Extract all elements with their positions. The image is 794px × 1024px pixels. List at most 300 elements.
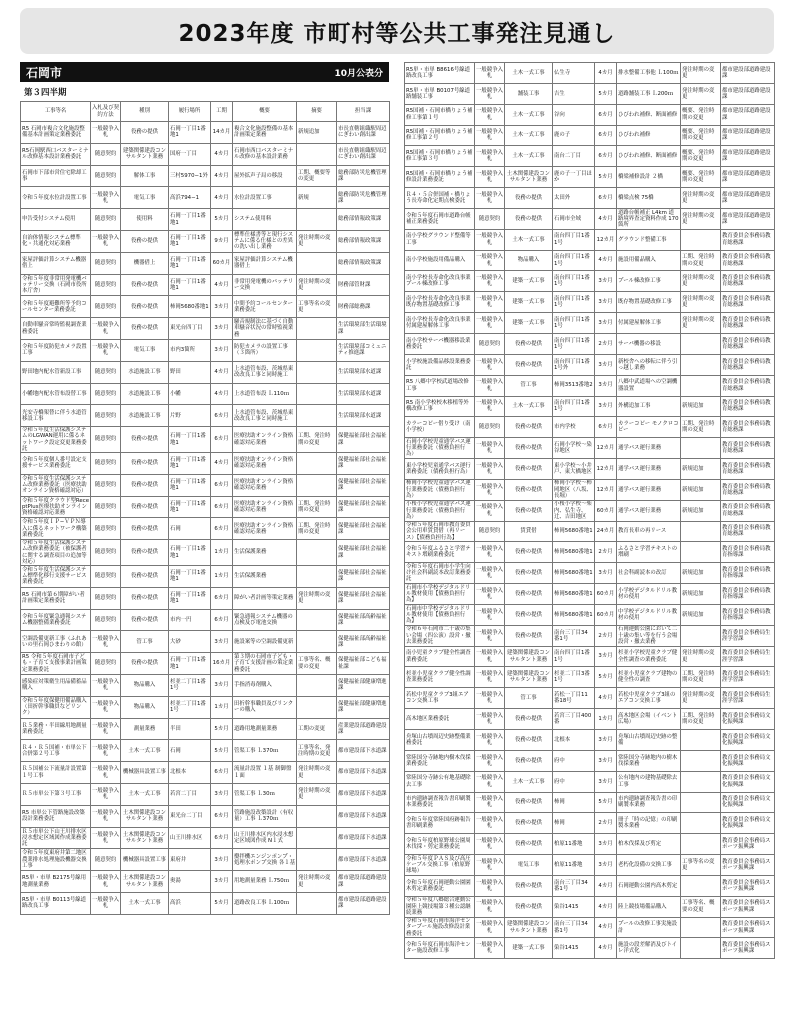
table-cell: 発注時期の変更 — [297, 230, 337, 252]
table-cell — [297, 474, 337, 496]
table-cell: 石岡一丁目1番地1 — [169, 540, 211, 566]
table-cell: 石岡小学校〜染谷地区 — [553, 438, 595, 459]
table-cell: 教育委員会事務局教育総務課 — [721, 292, 775, 313]
table-cell: 高木地区会場（イベント広場） — [617, 709, 681, 730]
table-cell: 南台四丁目1番1号 — [553, 333, 595, 354]
table-cell: 都市建設部道路建設課 — [337, 871, 390, 893]
table-cell: 測量業務 — [121, 718, 169, 740]
table-cell: 随意契約 — [91, 383, 121, 405]
table-row — [21, 122, 390, 144]
table-cell: 随意契約 — [91, 143, 121, 165]
table-cell: 石岡市西口バスターミナル改修の基本設計業務 — [233, 143, 297, 165]
table-cell — [681, 229, 721, 250]
table-cell: 土木一式工事 — [505, 63, 553, 84]
table-cell: 小桜小学校児童通学バス運行業務委託（債務負担行為） — [405, 500, 475, 521]
table-cell: 教育委員会事務局教育指導課 — [721, 604, 775, 625]
table-cell: 若松中児童クラブ3組エアコン交換工事 — [405, 688, 475, 709]
table-cell: 石岡一丁目1番地1 — [169, 587, 211, 609]
table-cell: 新規追加 — [681, 459, 721, 480]
table-cell: 教育委員会事務局スポーツ振興課 — [721, 938, 775, 959]
table-cell: 4カ月 — [595, 208, 617, 229]
table-cell: 教育委員会事務局教育総務課 — [721, 396, 775, 417]
header-cell: 工期 — [211, 102, 233, 122]
table-cell: 一般競争入札 — [91, 740, 121, 762]
table-cell: 騒音規制法に基づく自動車騒音状況の常時監視業務 — [233, 318, 297, 340]
table-cell: 発注時期の変更 — [681, 646, 721, 667]
table-cell: 3カ月 — [211, 783, 233, 805]
table-cell: 役務の提供 — [121, 452, 169, 474]
table-cell: 役務の提供 — [121, 518, 169, 540]
table-cell: 役務の提供 — [505, 875, 553, 896]
table-row — [405, 146, 775, 167]
table-cell: 役務の提供 — [505, 750, 553, 771]
table-cell — [681, 438, 721, 459]
table-cell: 3カ月 — [211, 318, 233, 340]
table-cell: 攪拌機エンジンポンプ・処理水ポンプ交換 各１基 — [233, 849, 297, 871]
table-cell: 教育委員会事務局教育指導課 — [721, 542, 775, 563]
table-row — [405, 250, 775, 271]
table-cell: 工期、発注時期の変更 — [297, 496, 337, 518]
table-cell: 一般競争入札 — [91, 631, 121, 653]
table-cell: 教育委員会事務局教育指導課 — [721, 563, 775, 584]
header-cell: 担当課 — [337, 102, 390, 122]
table-cell: 石岡一丁目1番地1 — [169, 252, 211, 274]
table-cell: 令和５年度保健用備品購入（田折幹事職員などリンク） — [21, 696, 91, 718]
table-cell: 外構追加工事 — [617, 396, 681, 417]
table-row — [21, 783, 390, 805]
table-cell: Ｒ５国補公下流量計設置第１号工事 — [21, 762, 91, 784]
table-cell: 上水道管布設、茨城県東改改良工事と同時施工 — [233, 405, 297, 427]
table-cell: 医療扶助オンライン資格確認対応業務 — [233, 452, 297, 474]
table-cell: 市長直轄組織駅周辺にぎわい創出課 — [337, 143, 390, 165]
table-cell: 3カ月 — [595, 771, 617, 792]
table-cell: 4カ月 — [595, 63, 617, 84]
table-cell: 府中 — [553, 750, 595, 771]
table-cell: 発注時期の変更 — [297, 587, 337, 609]
table-cell: 令和５年度石岡市海洋センタープール施設改修設計業務委託 — [405, 917, 475, 938]
table-cell: 都市建設部道路建設課 — [721, 63, 775, 84]
table-cell: 新規追加 — [681, 479, 721, 500]
table-row — [21, 474, 390, 496]
table-cell: 南小学校サーバ機器移設業務委託 — [405, 333, 475, 354]
table-cell: 総務部情報政策課 — [337, 209, 390, 231]
table-cell: 概要、発注時期の変更 — [681, 146, 721, 167]
table-cell: 一般競争入札 — [91, 674, 121, 696]
table-cell: 都市建設部道路建設課 — [721, 83, 775, 104]
table-row — [405, 104, 775, 125]
table-cell: 教育委員会事務局教育総務課 — [721, 229, 775, 250]
table-cell — [681, 834, 721, 855]
table-cell: 市内遺跡調査報告書印刷製本業務委託 — [405, 792, 475, 813]
table-cell: R5国補・石岡市橋りょう補修設計業務委託 — [405, 167, 475, 188]
table-cell: 4カ月 — [595, 896, 617, 917]
table-cell: 一般競争入札 — [475, 313, 505, 334]
table-cell: 発注時期の変更 — [681, 188, 721, 209]
table-cell: R5単・市単 B2175号線用地測量業務 — [21, 871, 91, 893]
table-cell: 6カ月 — [595, 146, 617, 167]
table-cell: 5カ月 — [595, 167, 617, 188]
table-row — [21, 696, 390, 718]
table-cell: 柿岡 — [553, 792, 595, 813]
table-cell: 柏原11番地 — [553, 855, 595, 876]
table-cell: 随意契約 — [91, 427, 121, 453]
table-cell: R5 石岡市第６期障がい者計画策定業務委託 — [21, 587, 91, 609]
table-cell: 工事等名の変更 — [681, 855, 721, 876]
table-cell: ひびわれ補修、断面補修 — [617, 146, 681, 167]
table-cell: 石岡市小学校デジタルドリル教材使用【債務負担行為】 — [405, 584, 475, 605]
table-cell: 役務の提供 — [121, 296, 169, 318]
table-cell: 随意契約 — [91, 587, 121, 609]
table-row — [405, 625, 775, 646]
table-cell: 随意契約 — [91, 452, 121, 474]
table-cell: 南台三丁目34番1号 — [553, 625, 595, 646]
table-cell: 都市建設部道路建設課 — [721, 125, 775, 146]
table-cell: 3カ月 — [211, 296, 233, 318]
table-cell: 管路施設改築設計（有収量）工事 Ｌ370ｍ — [233, 805, 297, 827]
table-cell: 感染症対策衛生用品備蓄品購入 — [21, 674, 91, 696]
table-cell: 役務の提供 — [505, 813, 553, 834]
table-cell: 新規追加 — [681, 563, 721, 584]
table-cell: 3カ月 — [211, 849, 233, 871]
table-row — [21, 165, 390, 187]
table-cell: 工事等名、発注時期の変更 — [297, 740, 337, 762]
table-cell: 野田 — [169, 361, 211, 383]
table-cell: 都市建設部下水道課 — [337, 783, 390, 805]
table-cell: 東光台二丁目 — [169, 805, 211, 827]
table-cell: 教育委員会事務局教育総務課 — [721, 521, 775, 542]
table-row — [21, 609, 390, 631]
table-cell: 教育委員会事務局教育総務課 — [721, 438, 775, 459]
table-cell: 2カ月 — [595, 813, 617, 834]
table-cell: 一般競争入札 — [475, 125, 505, 146]
table-cell: 一般競争入札 — [91, 696, 121, 718]
table-row — [21, 805, 390, 827]
table-cell: 随意契約 — [91, 405, 121, 427]
table-cell: R5国補・石岡市橋りょう補修工事第２号 — [405, 125, 475, 146]
table-cell: 常陸国分寺跡地内樹木伐採業務委託 — [405, 750, 475, 771]
table-cell: 南台四丁目1番1号外 — [553, 354, 595, 375]
table-row — [21, 274, 390, 296]
table-cell: 随意契約 — [91, 540, 121, 566]
table-cell: 6カ月 — [595, 104, 617, 125]
table-cell: 防犯カメラの設置工事（３箇所） — [233, 339, 297, 361]
table-cell: 南小学校長寿命化改良事業プール棟改修工事 — [405, 271, 475, 292]
table-cell — [681, 375, 721, 396]
table-row — [21, 827, 390, 849]
table-cell: 令和５年度個人番号設定支援サービス業務委託 — [21, 452, 91, 474]
table-cell: 家屋評価計算システム機器借上 — [233, 252, 297, 274]
table-cell: 管渠工事 Ｌ30ｍ — [233, 783, 297, 805]
table-cell: 4カ月 — [595, 250, 617, 271]
table-cell: 一般競争入札 — [475, 730, 505, 751]
table-cell — [297, 892, 337, 914]
table-cell: 教育委員会事務局文化振興課 — [721, 730, 775, 751]
table-cell: 小幡地内配水管布設替工事 — [21, 383, 91, 405]
table-cell: Ｒ４・Ｒ５国補・市単公下合併第２号工事 — [21, 740, 91, 762]
table-row — [405, 688, 775, 709]
table-cell: 一般競争入札 — [475, 625, 505, 646]
table-cell: 発注時期の変更 — [681, 313, 721, 334]
table-row — [21, 762, 390, 784]
table-cell: 4カ月 — [211, 274, 233, 296]
table-cell: 都市建設部道路建設課 — [721, 104, 775, 125]
table-row — [405, 313, 775, 334]
table-cell: 4カ月 — [595, 938, 617, 959]
left-table — [20, 101, 390, 915]
table-row — [405, 229, 775, 250]
table-cell: 東小学校〜小井戸、東大橋地区 — [553, 459, 595, 480]
table-cell: 石岡一丁目1番地1 — [169, 474, 211, 496]
table-cell: 石岡市全域 — [553, 208, 595, 229]
table-cell: 南小学校グラウンド整備等工事 — [405, 229, 475, 250]
table-cell: 鹿の子 — [553, 125, 595, 146]
table-cell: 発注時期の変更 — [297, 762, 337, 784]
table-row — [405, 479, 775, 500]
table-cell: 杉並小学校児童クラブ健全性調査の業務委託 — [617, 646, 681, 667]
table-cell: 随意契約 — [91, 496, 121, 518]
table-cell: 3カ月 — [595, 646, 617, 667]
table-cell: 土木一式工事 — [505, 104, 553, 125]
table-cell: 石岡一丁目1番地1 — [169, 427, 211, 453]
table-cell: サーバ機器の移設 — [617, 333, 681, 354]
table-row — [405, 813, 775, 834]
table-cell: 6カ月 — [211, 762, 233, 784]
table-cell: 土木関係建設コンサルタント業務 — [121, 871, 169, 893]
table-cell: 一般競争入札 — [475, 375, 505, 396]
table-cell: 土木関係建設コンサルタント業務 — [121, 827, 169, 849]
table-row — [21, 452, 390, 474]
table-cell: 2カ月 — [595, 625, 617, 646]
table-cell: 一般競争入札 — [475, 250, 505, 271]
table-cell: 12カ月 — [595, 438, 617, 459]
table-cell: 石岡 — [169, 518, 211, 540]
table-cell: 石岡小学校児童通学バス運行業務委託（債務負担行為） — [405, 438, 475, 459]
table-cell: 発注時期の変更 — [681, 292, 721, 313]
table-cell: 生活環境部水道課 — [337, 361, 390, 383]
table-cell: 柿岡小学校〜柿岡地区（八坂、長堀） — [553, 479, 595, 500]
table-cell: 標準仕様書等と現行システムに係る仕様との差異の洗い出し業務 — [233, 230, 297, 252]
table-cell: 令和５年度石岡市教育委員会公用車賃貸借（再リース）【債務負担行為】 — [405, 521, 475, 542]
table-cell: 小学校デジタルドリル教材の使用 — [617, 584, 681, 605]
table-cell: 都市建設部下水道課 — [337, 740, 390, 762]
table-cell: 一般競争入札 — [475, 584, 505, 605]
table-cell: 2カ月 — [595, 333, 617, 354]
table-cell: Ｒ５市単公下第３号工事 — [21, 783, 91, 805]
table-cell — [297, 405, 337, 427]
table-cell: 令和５年度八郷総合運動公園陸上競技場第３種公認継続業務 — [405, 896, 475, 917]
table-cell: 3カ月 — [595, 292, 617, 313]
table-cell: 石岡一丁目1番地1 — [169, 653, 211, 675]
table-row — [405, 834, 775, 855]
table-cell: 柿岡5680番地1 — [553, 542, 595, 563]
table-row — [405, 667, 775, 688]
table-cell: 教育委員会事務局スポーツ振興課 — [721, 917, 775, 938]
table-cell: 発注時期の変更 — [681, 208, 721, 229]
table-cell: 一般競争入札 — [91, 187, 121, 209]
table-cell: 常陸国分寺跡公有地基礎除去工事 — [405, 771, 475, 792]
table-cell: 発注時期の変更 — [297, 274, 337, 296]
table-cell: 石岡一丁目1番地1 — [169, 496, 211, 518]
table-cell: 6カ月 — [595, 125, 617, 146]
table-cell: 施設の段差解消及びトイレ洋式化 — [617, 938, 681, 959]
table-cell: 随意契約 — [475, 333, 505, 354]
table-cell: 工期、発注時期の変更 — [297, 518, 337, 540]
table-cell: 令和５年度ふるさと学習テキスト増刷業務委託 — [405, 542, 475, 563]
table-cell: 4カ月 — [211, 383, 233, 405]
table-cell: 保健福祉部社会福祉課 — [337, 540, 390, 566]
table-cell: 南小学校長寿命化改良事業付属建屋解体工事 — [405, 313, 475, 334]
table-cell: プールの改修工事実施設計 — [617, 917, 681, 938]
header-cell: 概要 — [233, 102, 297, 122]
table-cell: 市内3箇所 — [169, 339, 211, 361]
table-cell: R5国補・石岡市橋りょう補修工事第３号 — [405, 146, 475, 167]
table-cell: 令和５年度ＰＡＳ及び高圧ケーブル交換工事（柏原野球場） — [405, 855, 475, 876]
table-cell: 中学校デジタルドリル教材の使用 — [617, 604, 681, 625]
table-cell — [681, 750, 721, 771]
table-cell — [297, 252, 337, 274]
table-cell: 杉並二丁目3番1号 — [553, 667, 595, 688]
table-cell: 物品購入 — [505, 250, 553, 271]
table-cell: 教育委員会事務局生涯学習課 — [721, 667, 775, 688]
table-cell: 石岡運動公園内高木剪定 — [617, 875, 681, 896]
table-cell: 令和５年度ＩＰ−ＶＰＮ導入に係るネットワーク構築業務委託 — [21, 518, 91, 540]
table-cell: 役務の提供 — [505, 188, 553, 209]
header-cell: 入札及び契約方法 — [91, 102, 121, 122]
table-cell — [681, 792, 721, 813]
table-cell: 4カ月 — [595, 875, 617, 896]
table-row — [21, 143, 390, 165]
table-cell: 教育委員会事務局文化振興課 — [721, 813, 775, 834]
table-cell: 通学バス運行業務 — [617, 438, 681, 459]
table-cell: 生活環境部生活環境課 — [337, 318, 390, 340]
table-cell: 生活環境部水道課 — [337, 383, 390, 405]
table-cell: 教育委員会事務局文化振興課 — [721, 792, 775, 813]
table-cell: 役務の提供 — [505, 354, 553, 375]
table-cell: 3カ月 — [211, 674, 233, 696]
table-cell: 一般競争入札 — [475, 875, 505, 896]
table-cell: 舗装工事 — [505, 83, 553, 104]
table-cell: 建築一式工事 — [505, 313, 553, 334]
table-cell: 老朽化設備の交換工事 — [617, 855, 681, 876]
table-cell — [681, 730, 721, 751]
table-cell: 随意契約 — [91, 518, 121, 540]
table-cell: 半田 — [169, 718, 211, 740]
table-cell: 役務の提供 — [121, 274, 169, 296]
page-title: 2023年度 市町村等公共工事発注見通し — [178, 20, 616, 47]
table-row — [21, 187, 390, 209]
table-cell: 一般競争入札 — [475, 646, 505, 667]
table-cell: R5単・市単 B8616号線道路改良工事 — [405, 63, 475, 84]
table-cell: 機器借上 — [121, 252, 169, 274]
table-row — [405, 917, 775, 938]
table-cell: 5カ月 — [211, 209, 233, 231]
table-row — [405, 938, 775, 959]
table-cell — [681, 771, 721, 792]
table-cell: 南台四丁目1番1号 — [553, 396, 595, 417]
table-cell: 都市建設部下水道課 — [337, 762, 390, 784]
table-cell: 令和５年度防犯カメラ設置工事 — [21, 339, 91, 361]
table-cell: 随意契約 — [91, 209, 121, 231]
table-cell: 柿岡5680番地1 — [553, 563, 595, 584]
table-cell: 教育委員会事務局生涯学習課 — [721, 688, 775, 709]
table-cell: 南小学校長寿命化改良事業既存物置基礎改修工事 — [405, 292, 475, 313]
table-cell: 保健福祉部社会福祉課 — [337, 587, 390, 609]
table-cell: 水道施設工事 — [121, 383, 169, 405]
table-row — [21, 405, 390, 427]
table-cell: 一般競争入札 — [475, 604, 505, 625]
table-cell: 橋梁点検 75橋 — [617, 188, 681, 209]
table-cell: 吉生 — [553, 83, 595, 104]
table-cell: 柿岡小学校児童通学バス運行業務委託（債務負担行為） — [405, 479, 475, 500]
table-cell: 一般競争入札 — [91, 122, 121, 144]
table-cell: 役務の提供 — [505, 542, 553, 563]
table-cell: 土木関係建設コンサルタント業務 — [505, 167, 553, 188]
table-cell: 水道施設工事 — [121, 361, 169, 383]
table-cell: 役務の提供 — [121, 565, 169, 587]
table-cell: 市内一円 — [169, 609, 211, 631]
table-cell: 教育委員会事務局教育総務課 — [721, 333, 775, 354]
table-cell: 14カ月 — [211, 122, 233, 144]
table-cell: 発注時期の変更 — [681, 688, 721, 709]
table-cell: 一般競争入札 — [475, 396, 505, 417]
table-cell: 申告受付システム使用 — [21, 209, 91, 231]
table-cell: 保健福祉部社会福祉課 — [337, 427, 390, 453]
table-cell: 新校舎への移転に伴う引っ越し業務 — [617, 354, 681, 375]
table-cell: 4カ月 — [211, 165, 233, 187]
table-cell: 役務の提供 — [505, 896, 553, 917]
table-cell: 管渠工事 Ｌ370ｍ — [233, 740, 297, 762]
table-cell: 用地測量業務 Ｌ750ｍ — [233, 871, 297, 893]
table-cell: 南台四丁目1番1号 — [553, 313, 595, 334]
table-cell: 東府井 — [169, 849, 211, 871]
table-cell: 保健福祉部高齢福祉課 — [337, 609, 390, 631]
table-cell: 新規 — [297, 187, 337, 209]
table-cell: 柿岡3513番地2 — [553, 375, 595, 396]
table-row — [21, 383, 390, 405]
title-banner — [20, 8, 774, 54]
table-cell: 一般競争入札 — [475, 917, 505, 938]
table-cell: 一般競争入札 — [475, 771, 505, 792]
table-cell: 役務の提供 — [505, 792, 553, 813]
table-row — [21, 518, 390, 540]
table-cell: 24カ月 — [595, 521, 617, 542]
table-cell: 役務の提供 — [505, 417, 553, 438]
table-cell: 石岡一丁目1番地1 — [169, 452, 211, 474]
table-cell: 非常用発電機のバッテリー交換 — [233, 274, 297, 296]
table-cell: 保健福祉部社会福祉課 — [337, 518, 390, 540]
table-cell: 一般競争入札 — [475, 688, 505, 709]
table-cell: 一般競争入札 — [475, 938, 505, 959]
table-cell: 教育委員会事務局教育総務課 — [721, 459, 775, 480]
table-cell: 排水整備工事他 Ｌ100ｍ — [617, 63, 681, 84]
table-cell: 役務の提供 — [121, 474, 169, 496]
table-cell: 機械器具設置工事 — [121, 849, 169, 871]
table-cell: 教育委員会事務局スポーツ振興課 — [721, 875, 775, 896]
table-row — [21, 339, 390, 361]
table-cell: 令和５年度柏原野球公園周木伐採・剪定業務委託 — [405, 834, 475, 855]
table-cell — [681, 354, 721, 375]
table-cell: 役務の提供 — [505, 563, 553, 584]
table-cell: 随意契約 — [91, 474, 121, 496]
table-cell: 石岡一丁目1番地1 — [169, 122, 211, 144]
table-cell: 役務の提供 — [121, 609, 169, 631]
table-cell: 令和５年度水位計設置工事 — [21, 187, 91, 209]
table-cell: 柏原11番地 — [553, 834, 595, 855]
table-cell: 1カ月 — [211, 696, 233, 718]
header-cell: 履行場所 — [169, 102, 211, 122]
table-cell: 管工事 — [505, 688, 553, 709]
table-cell: 役務の提供 — [121, 230, 169, 252]
